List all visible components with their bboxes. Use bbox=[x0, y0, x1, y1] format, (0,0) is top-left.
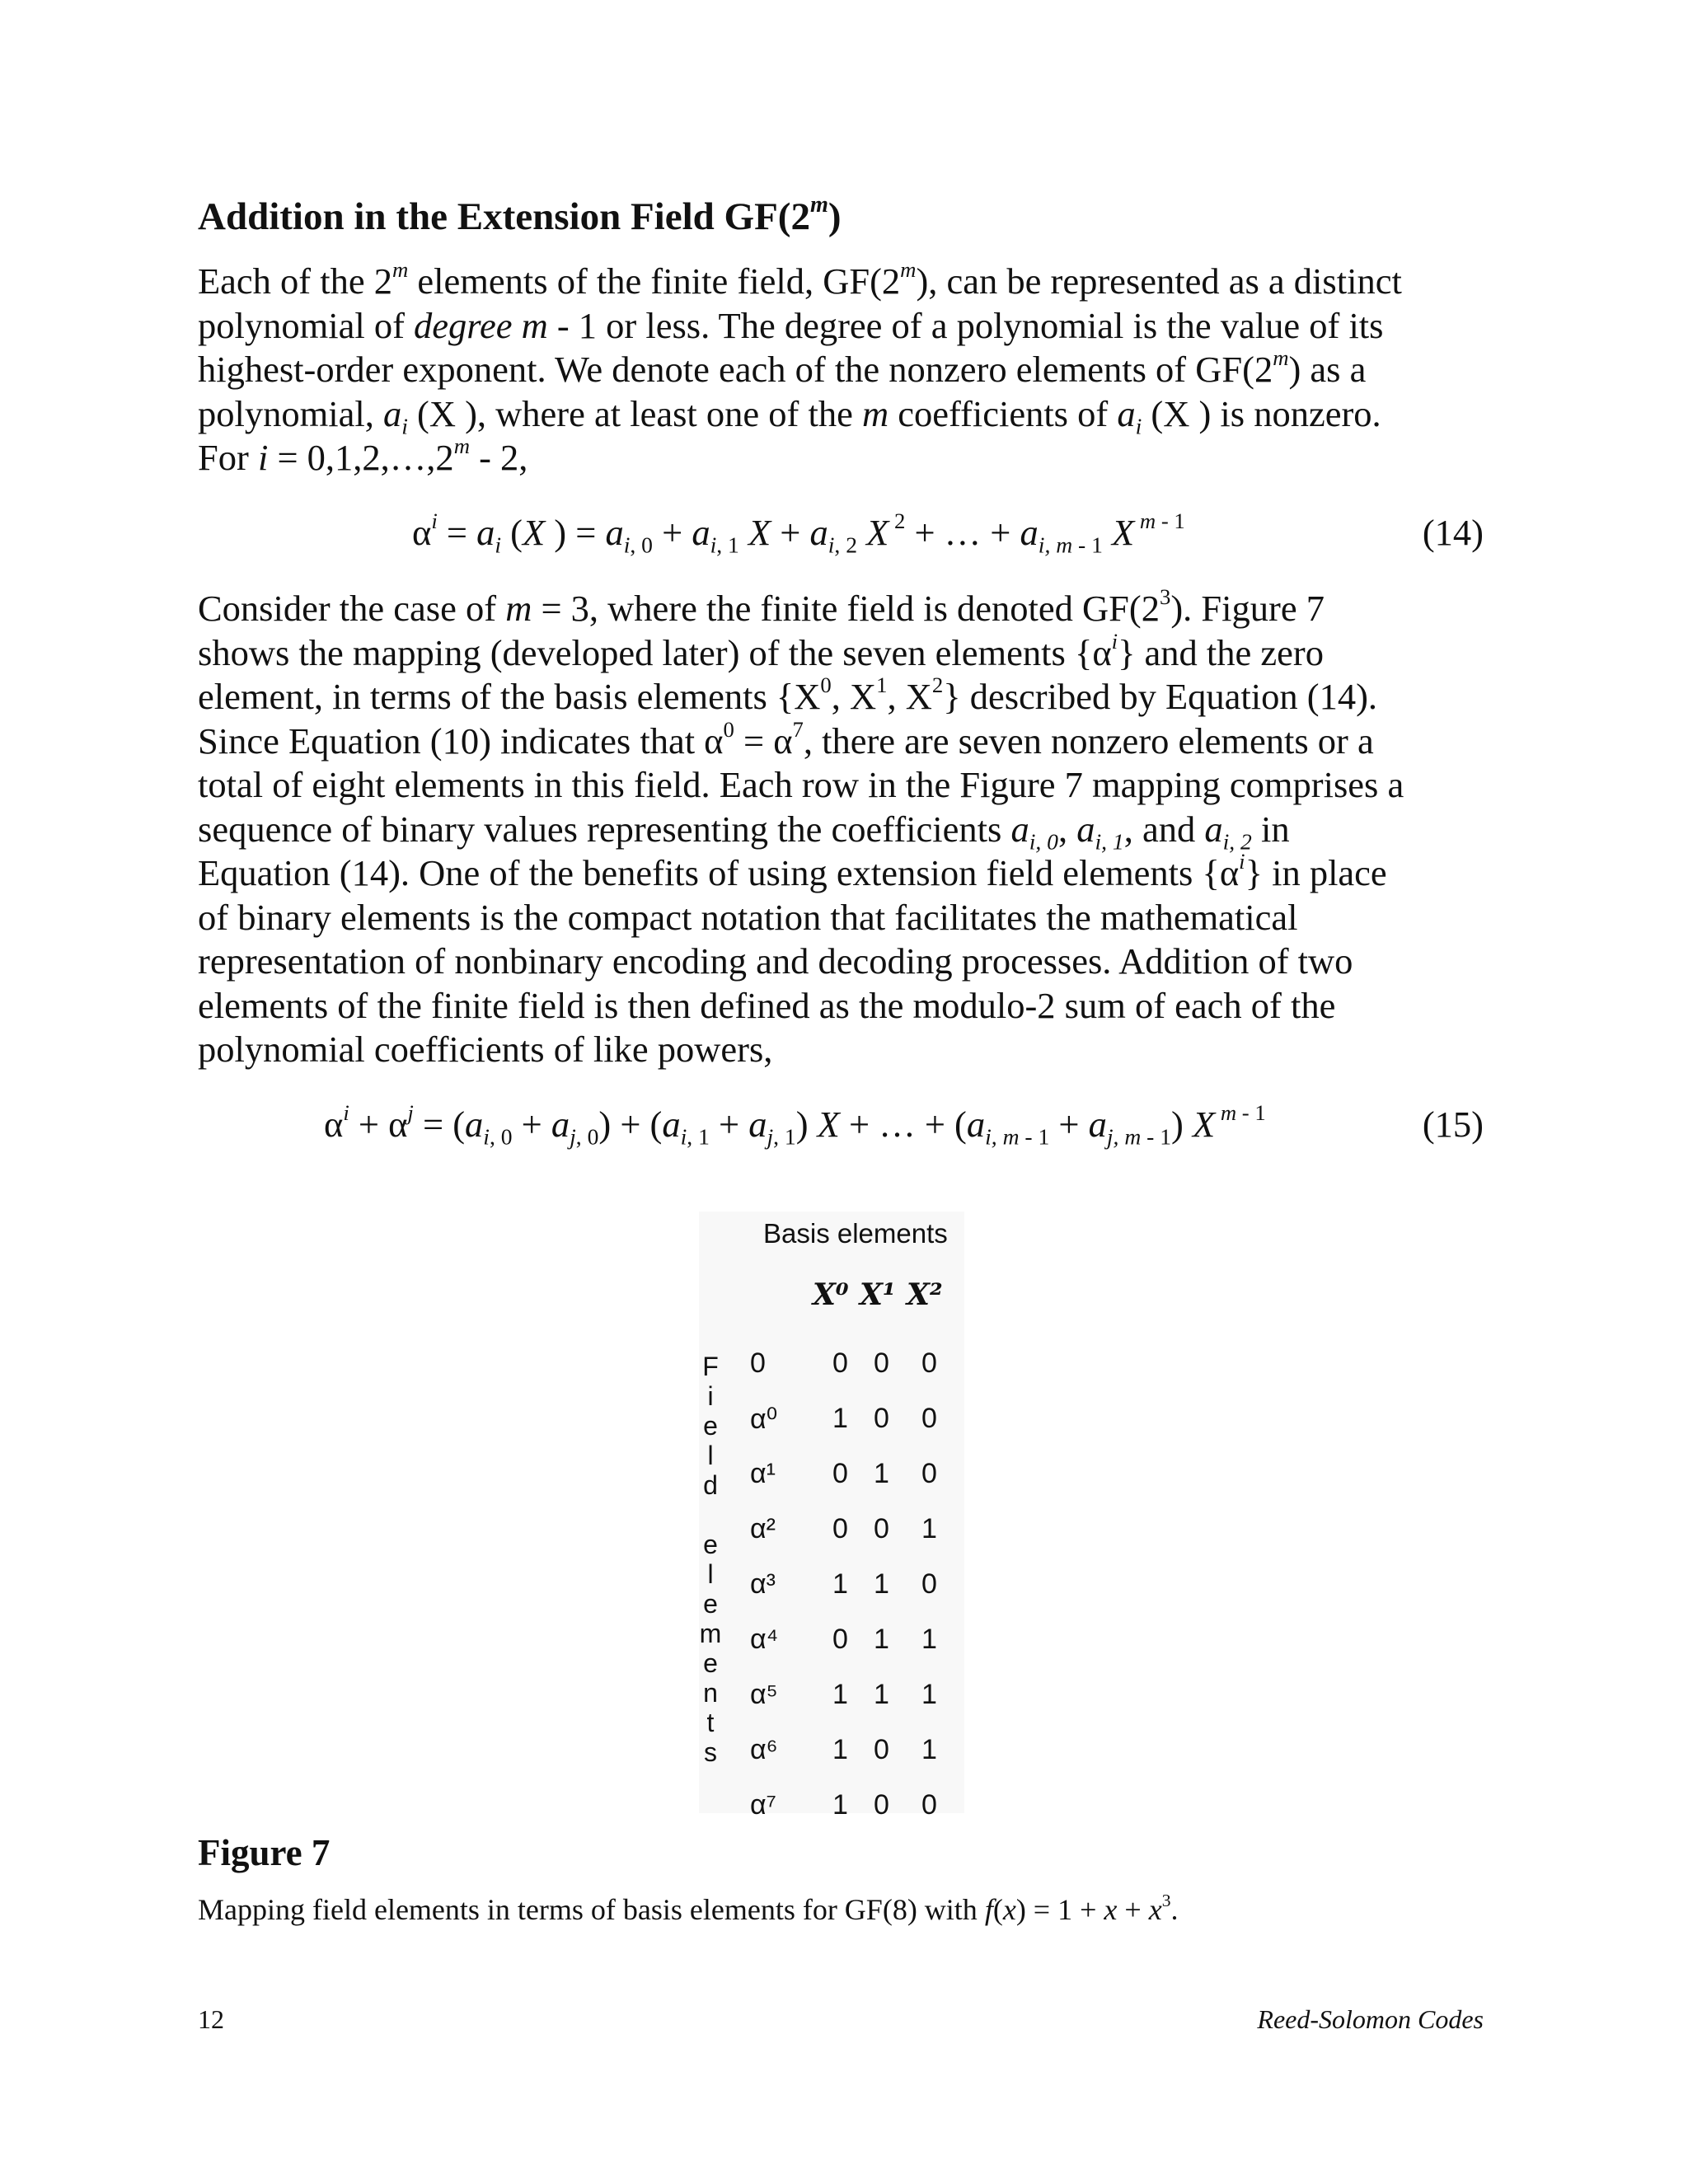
text: , bbox=[1057, 808, 1077, 850]
text: = 0,1,2,…,2 bbox=[268, 437, 454, 478]
text: 1 bbox=[876, 672, 888, 697]
text: elements of the finite field is then defined as the modulo-2 sum of each of the bbox=[198, 984, 1336, 1026]
text: i bbox=[1111, 628, 1118, 654]
row-bit: 1 bbox=[921, 1679, 937, 1710]
row-label: α⁶ bbox=[750, 1734, 778, 1765]
row-bit: 1 bbox=[832, 1568, 848, 1600]
text: shows the mapping (developed later) of the seven elements {α bbox=[198, 631, 1112, 673]
text: i, 1 bbox=[1095, 828, 1124, 855]
row-label: α³ bbox=[750, 1568, 776, 1600]
text: of binary elements is the compact notation that facilitates the mathematical bbox=[198, 896, 1298, 938]
text: m bbox=[505, 588, 532, 629]
figure-row bbox=[732, 1568, 963, 1610]
basis-header: X⁰ bbox=[813, 1277, 849, 1312]
text: - 2, bbox=[469, 437, 528, 478]
text: i bbox=[1135, 413, 1142, 439]
figure-7-table bbox=[699, 1212, 964, 1821]
text: total of eight elements in this field. Each row in the Figure 7 mapping comprises a bbox=[198, 764, 1404, 805]
side-label-letter: e bbox=[703, 1648, 718, 1678]
figure-row bbox=[732, 1458, 963, 1499]
row-bit: 0 bbox=[832, 1347, 848, 1379]
row-bit: 0 bbox=[874, 1347, 889, 1379]
section-heading bbox=[198, 191, 842, 239]
side-label-letter: l bbox=[707, 1559, 714, 1589]
text: (X ) is nonzero. bbox=[1142, 392, 1381, 434]
text: ), can be represented as a distinct bbox=[916, 260, 1402, 302]
text: polynomial of bbox=[198, 304, 415, 346]
side-label-letter: s bbox=[704, 1737, 717, 1767]
row-bit: 1 bbox=[832, 1679, 848, 1710]
figure-title: Basis elements bbox=[763, 1218, 948, 1249]
row-bit: 0 bbox=[874, 1403, 889, 1434]
paragraph-1 bbox=[198, 256, 1484, 480]
text: m bbox=[453, 433, 470, 458]
equation-number: (15) bbox=[1422, 1104, 1484, 1145]
row-bit: 0 bbox=[874, 1789, 889, 1821]
side-label-letter: l bbox=[707, 1441, 714, 1470]
row-label: α⁰ bbox=[750, 1404, 778, 1435]
figure-caption: Mapping field elements in terms of basis elements for GF(8) with $f(x) = 1 + x + x^3$. bbox=[198, 1890, 1179, 1926]
text: 0 bbox=[723, 716, 734, 742]
text: 3 bbox=[1159, 583, 1171, 609]
figure-row bbox=[732, 1679, 963, 1720]
running-title: Reed-Solomon Codes bbox=[1257, 2004, 1484, 2034]
equation-number: (14) bbox=[1422, 512, 1484, 553]
text: polynomial coefficients of like powers, bbox=[198, 1029, 773, 1070]
text: , X bbox=[887, 676, 932, 717]
row-label: 0 bbox=[750, 1347, 766, 1379]
row-bit: 1 bbox=[874, 1624, 889, 1655]
basis-header: X¹ bbox=[860, 1277, 896, 1312]
text: - 1 or less. The degree of a polynomial is the value of its bbox=[547, 304, 1384, 346]
text: } in place bbox=[1245, 852, 1387, 893]
row-bit: 1 bbox=[921, 1513, 937, 1544]
text: For bbox=[198, 437, 258, 478]
text: ). Figure 7 bbox=[1170, 588, 1325, 629]
text: a bbox=[1010, 808, 1029, 850]
text: elements of the finite field, GF(2 bbox=[408, 260, 901, 302]
row-label: α⁵ bbox=[750, 1679, 778, 1710]
text: ) as a bbox=[1288, 349, 1367, 390]
row-bit: 1 bbox=[874, 1679, 889, 1710]
text: i bbox=[257, 437, 269, 478]
field-elements-label bbox=[699, 1352, 722, 1767]
text: i, 2 bbox=[1222, 828, 1252, 855]
text: i bbox=[401, 413, 408, 439]
text: , and bbox=[1123, 808, 1205, 850]
side-label-letter bbox=[699, 1500, 722, 1530]
text: } described by Equation (14). bbox=[943, 676, 1378, 717]
side-label-letter: n bbox=[703, 1678, 718, 1708]
text: } and the zero bbox=[1118, 631, 1324, 673]
row-label: α⁴ bbox=[750, 1624, 779, 1655]
row-bit: 0 bbox=[874, 1513, 889, 1544]
figure-row bbox=[732, 1789, 963, 1830]
heading-sup: m bbox=[809, 191, 828, 218]
side-label-letter: i bbox=[707, 1381, 714, 1411]
row-bit: 1 bbox=[921, 1734, 937, 1765]
text: Each of the 2 bbox=[198, 260, 392, 302]
figure-row bbox=[732, 1347, 963, 1389]
figure-caption-title: Figure 7 bbox=[198, 1832, 331, 1873]
row-bit: 0 bbox=[921, 1347, 937, 1379]
side-label-letter: e bbox=[703, 1589, 718, 1619]
text: m bbox=[861, 392, 889, 434]
figure-row bbox=[732, 1403, 963, 1444]
text: sequence of binary values representing the coefficients bbox=[198, 808, 1011, 850]
row-label: α² bbox=[750, 1513, 776, 1544]
paragraph-2 bbox=[198, 583, 1484, 1072]
figure-row bbox=[732, 1624, 963, 1665]
text: a bbox=[382, 392, 402, 434]
row-bit: 0 bbox=[921, 1403, 937, 1434]
row-bit: 1 bbox=[874, 1568, 889, 1600]
text: element, in terms of the basis elements {X bbox=[198, 676, 821, 717]
row-bit: 1 bbox=[921, 1624, 937, 1655]
side-label-letter: e bbox=[703, 1530, 718, 1559]
text: highest-order exponent. We denote each of the nonzero elements of GF(2 bbox=[198, 349, 1273, 390]
side-label-letter: d bbox=[703, 1470, 718, 1500]
text: Since Equation (10) indicates that α bbox=[198, 719, 724, 762]
text: a bbox=[1117, 392, 1136, 434]
row-label: α¹ bbox=[750, 1458, 776, 1489]
side-label-letter: F bbox=[702, 1352, 719, 1381]
row-bit: 0 bbox=[832, 1624, 848, 1655]
text: , there are seven nonzero elements or a bbox=[803, 719, 1374, 762]
figure-row bbox=[732, 1734, 963, 1775]
text: a bbox=[1076, 808, 1095, 850]
text: , X bbox=[831, 676, 877, 717]
text: m bbox=[392, 256, 409, 282]
text: degree m bbox=[414, 304, 548, 346]
text: m bbox=[900, 256, 917, 282]
side-label-letter: m bbox=[699, 1619, 722, 1648]
text: polynomial, bbox=[198, 392, 383, 434]
row-bit: 1 bbox=[832, 1789, 848, 1821]
row-bit: 1 bbox=[832, 1734, 848, 1765]
row-bit: 0 bbox=[921, 1568, 937, 1600]
row-bit: 0 bbox=[874, 1734, 889, 1765]
row-bit: 0 bbox=[832, 1458, 848, 1489]
text: in bbox=[1251, 808, 1290, 850]
basis-header: X² bbox=[907, 1277, 943, 1312]
row-bit: 0 bbox=[832, 1513, 848, 1544]
heading-text: Addition in the Extension Field GF(2 bbox=[198, 195, 810, 238]
row-bit: 0 bbox=[921, 1458, 937, 1489]
figure-row bbox=[732, 1513, 963, 1554]
text: Equation (14). One of the benefits of using extension field elements {α bbox=[198, 852, 1240, 893]
row-label: α⁷ bbox=[750, 1789, 776, 1821]
text: i, 0 bbox=[1029, 828, 1058, 855]
text: a bbox=[1204, 808, 1223, 850]
text: m bbox=[1273, 344, 1289, 370]
heading-close: ) bbox=[828, 195, 842, 238]
page-number: 12 bbox=[198, 2004, 224, 2034]
text: coefficients of bbox=[889, 392, 1118, 434]
row-bit: 1 bbox=[874, 1458, 889, 1489]
text: 2 bbox=[931, 672, 944, 697]
text: Consider the case of bbox=[198, 588, 506, 629]
text: 0 bbox=[820, 672, 832, 697]
text: = α bbox=[734, 719, 793, 762]
text: (X ), where at least one of the bbox=[407, 392, 862, 434]
side-label-letter: t bbox=[706, 1708, 715, 1737]
equation-15-body: $\alpha^i + \alpha^j = (a_{i, 0} + a_{j, 0}) + (a_{i, 1} + a_{j, 1}) X$ + … + $(a_{i, m - 1} + a_{j, m - 1})$ X $^{m - 1}$ bbox=[324, 1099, 1266, 1150]
side-label-letter: e bbox=[703, 1411, 718, 1441]
row-bit: 0 bbox=[921, 1789, 937, 1821]
text: = 3, where the finite field is denoted GF(2 bbox=[532, 588, 1160, 629]
equation-14-body: $\alpha^i = a_i$ (X ) = $a_{i, 0} + a_{i, 1}$ $X + a_{i, 2}$ X $^2$ + … + $a_{i, m - 1}$ X $^{m - 1}$ bbox=[412, 508, 1185, 558]
row-bit: 1 bbox=[832, 1403, 848, 1434]
text: i bbox=[1239, 848, 1245, 874]
text: 7 bbox=[792, 716, 804, 742]
text: representation of nonbinary encoding and decoding processes. Addition of two bbox=[198, 940, 1353, 982]
